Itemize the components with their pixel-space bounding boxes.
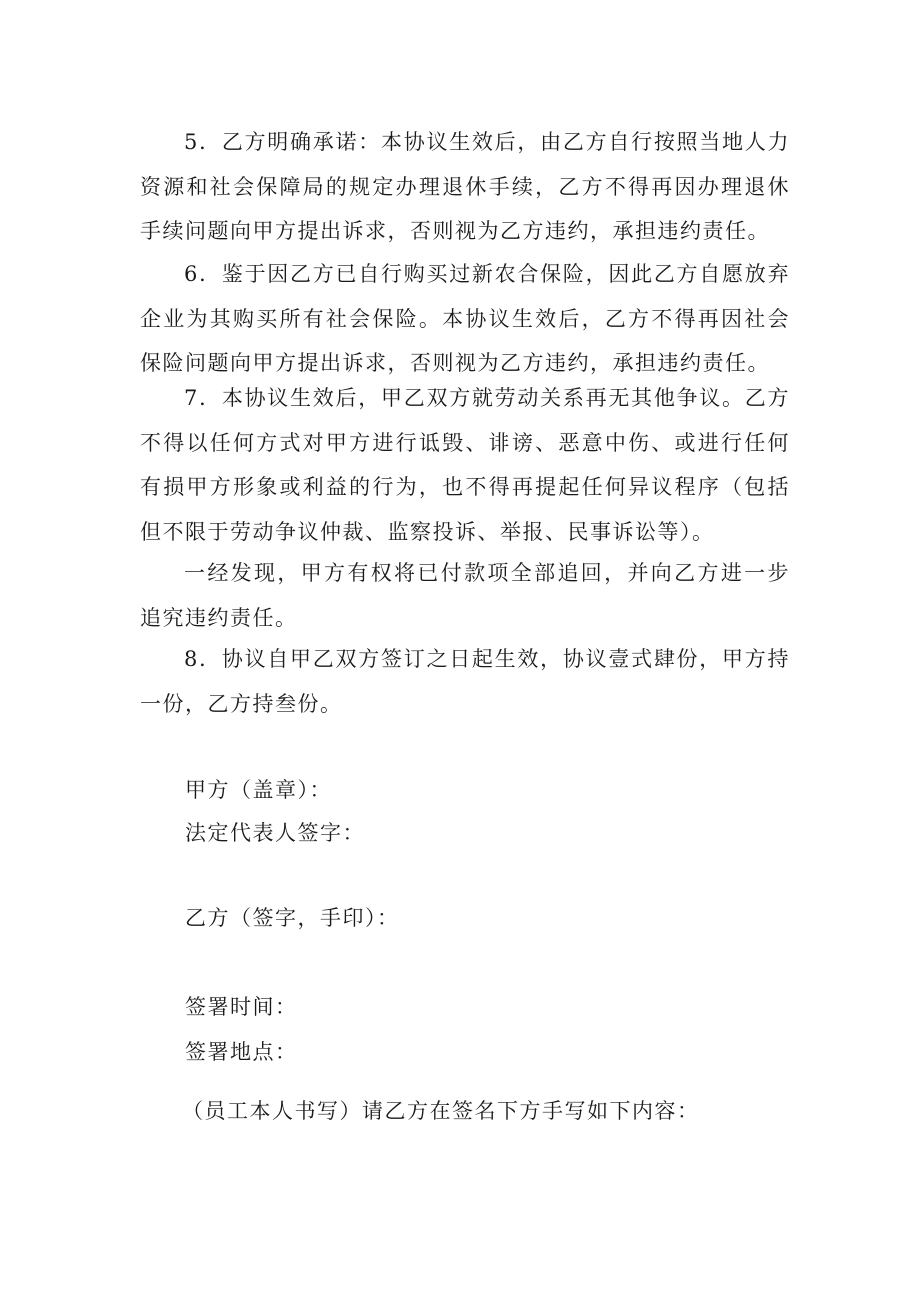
clause-8: 8．协议自甲乙双方签订之日起生效，协议壹式肆份，甲方持一份，乙方持叁份。 bbox=[140, 647, 790, 716]
party-b-signature-label: 乙方（签字，手印）： bbox=[185, 906, 400, 930]
signing-place-label: 签署地点： bbox=[185, 1040, 298, 1064]
clause-5: 5．乙方明确承诺：本协议生效后，由乙方自行按照当地人力资源和社会保障局的规定办理退休手续，乙方不得再因办理退休手续问题向甲方提出诉求，否则视为乙方违约，承担违约责任。 bbox=[140, 130, 790, 243]
signing-time-label: 签署时间： bbox=[185, 995, 298, 1019]
clause-7-note: 一经发现，甲方有权将已付款项全部追回，并向乙方进一步追究违约责任。 bbox=[140, 561, 790, 630]
clause-7: 7．本协议生效后，甲乙双方就劳动关系再无其他争议。乙方不得以任何方式对甲方进行诋毁、诽谤、恶意中伤、或进行任何有损甲方形象或利益的行为，也不得再提起任何异议程序（包括但不限于劳动争议仲裁、监察投诉、举报、民事诉讼等）。 bbox=[140, 386, 790, 544]
clause-6: 6．鉴于因乙方已自行购买过新农合保险，因此乙方自愿放弃企业为其购买所有社会保险。本协议生效后，乙方不得再因社会保险问题向甲方提出诉求，否则视为乙方违约，承担违约责任。 bbox=[140, 262, 790, 375]
party-a-seal-label: 甲方（盖章）： bbox=[185, 778, 332, 802]
handwriting-instruction: （员工本人书写）请乙方在签名下方手写如下内容： bbox=[182, 1099, 700, 1123]
legal-representative-signature-label: 法定代表人签字： bbox=[185, 821, 365, 845]
